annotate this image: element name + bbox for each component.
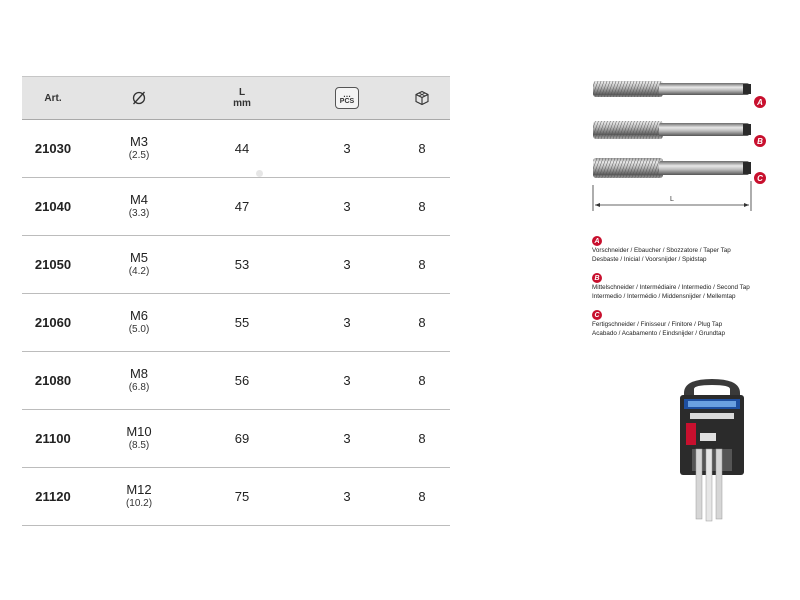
- cell-art: 21120: [35, 489, 71, 504]
- cell-pack: 8: [418, 373, 426, 388]
- legend-badge-b: B: [592, 273, 602, 283]
- table-row: [22, 178, 450, 236]
- cell-art: 21080: [34, 373, 72, 388]
- table-row: [22, 410, 450, 468]
- header-length-symbol: L: [238, 87, 246, 98]
- product-package-image: [672, 375, 752, 525]
- taps-illustration: [585, 75, 775, 215]
- table-header: [22, 76, 450, 120]
- cell-thread-size: M4: [129, 191, 149, 207]
- cell-pieces: 3: [343, 489, 351, 504]
- length-dimension: [593, 181, 751, 211]
- cell-core-diameter: (10.2): [125, 497, 153, 509]
- tap-c-badge: [754, 172, 766, 184]
- cell-pieces: 3: [343, 315, 351, 330]
- tap-c-label: C: [757, 174, 763, 183]
- tap-b-badge: [754, 135, 766, 147]
- cell-pieces: 3: [343, 199, 351, 214]
- cell-pieces: 3: [343, 257, 351, 272]
- cell-length: 75: [234, 489, 250, 504]
- tap-b-label: B: [757, 137, 763, 146]
- table-body: [22, 120, 450, 526]
- header-diameter: [94, 77, 184, 119]
- cell-core-diameter: (2.5): [128, 149, 150, 161]
- diameter-icon: [131, 90, 147, 106]
- header-pieces: [302, 77, 392, 119]
- legend-c-line1: Fertigschneider / Finisseur / Finitore / Plug Tap: [592, 321, 723, 328]
- cell-pieces: 3: [343, 431, 351, 446]
- cell-art: 21030: [34, 141, 72, 156]
- legend-item-c: [592, 310, 792, 338]
- cell-pack: 8: [418, 489, 426, 504]
- header-length-unit: mm: [233, 98, 251, 109]
- cell-length: 47: [234, 199, 250, 214]
- tap-a: [593, 81, 751, 97]
- cell-thread-size: M5: [129, 249, 149, 265]
- legend-c-line2: Acabado / Acabamento / Eindsnijder / Grundtap: [592, 330, 726, 337]
- header-length: [192, 77, 292, 119]
- cell-thread-size: M3: [129, 133, 149, 149]
- cell-thread-size: M6: [129, 307, 149, 323]
- cell-pack: 8: [418, 315, 426, 330]
- table-row: [22, 352, 450, 410]
- cell-size: [94, 468, 184, 525]
- table-row: [22, 120, 450, 178]
- header-pack: [382, 77, 462, 119]
- length-dimension-label: L: [670, 196, 674, 203]
- table-row: [22, 236, 450, 294]
- cell-core-diameter: (6.8): [128, 381, 150, 393]
- legend-badge-c: C: [592, 310, 602, 320]
- legend-a-line1: Vorschneider / Ebaucher / Sbozzatore / Taper Tap: [592, 247, 731, 254]
- cell-art: 21040: [34, 199, 72, 214]
- cell-pack: 8: [418, 199, 426, 214]
- cell-pieces: 3: [343, 141, 351, 156]
- cell-thread-size: M10: [126, 423, 152, 439]
- cell-pack: 8: [418, 141, 426, 156]
- cell-length: 56: [234, 373, 250, 388]
- cell-core-diameter: (8.5): [128, 439, 150, 451]
- cell-core-diameter: (5.0): [128, 323, 150, 335]
- tap-c: [593, 158, 751, 178]
- cell-art: 21050: [34, 257, 72, 272]
- cell-length: 55: [234, 315, 250, 330]
- cell-pack: 8: [418, 257, 426, 272]
- cell-size: [94, 294, 184, 351]
- cell-size: [94, 236, 184, 293]
- cell-art: 21060: [34, 315, 72, 330]
- tap-b: [593, 121, 751, 139]
- tap-a-badge: [754, 96, 766, 108]
- cell-length: 44: [234, 141, 250, 156]
- cell-size: [94, 352, 184, 409]
- tap-type-legend: [592, 236, 792, 347]
- cell-size: [94, 178, 184, 235]
- legend-badge-a: A: [592, 236, 602, 246]
- pieces-icon-text: PCS: [339, 98, 355, 105]
- legend-b-line2: Intermedio / Intermédio / Middensnijder / Mellemtap: [592, 293, 736, 300]
- cell-pack: 8: [418, 431, 426, 446]
- cell-size: [94, 410, 184, 467]
- cell-art: 21100: [35, 431, 71, 446]
- legend-item-a: [592, 236, 792, 264]
- legend-item-b: [592, 273, 792, 301]
- cell-thread-size: M12: [126, 481, 152, 497]
- table-row: [22, 468, 450, 526]
- cell-thread-size: M8: [129, 365, 149, 381]
- cell-size: [94, 120, 184, 177]
- legend-a-line2: Desbaste / Inicial / Voorsnijder / Spidstap: [592, 256, 707, 263]
- pieces-icon: … PCS: [335, 87, 359, 109]
- cell-length: 53: [234, 257, 250, 272]
- decorative-dot: [256, 170, 263, 177]
- cell-length: 69: [234, 431, 250, 446]
- tap-a-label: A: [757, 98, 763, 107]
- product-table: [22, 76, 450, 526]
- package-box-icon: [414, 90, 430, 106]
- legend-b-line1: Mittelschneider / Intermédiaire / Intermedio / Second Tap: [592, 284, 750, 291]
- table-row: [22, 294, 450, 352]
- cell-core-diameter: (4.2): [128, 265, 150, 277]
- cell-pieces: 3: [343, 373, 351, 388]
- header-art: Art.: [44, 92, 62, 104]
- cell-core-diameter: (3.3): [128, 207, 150, 219]
